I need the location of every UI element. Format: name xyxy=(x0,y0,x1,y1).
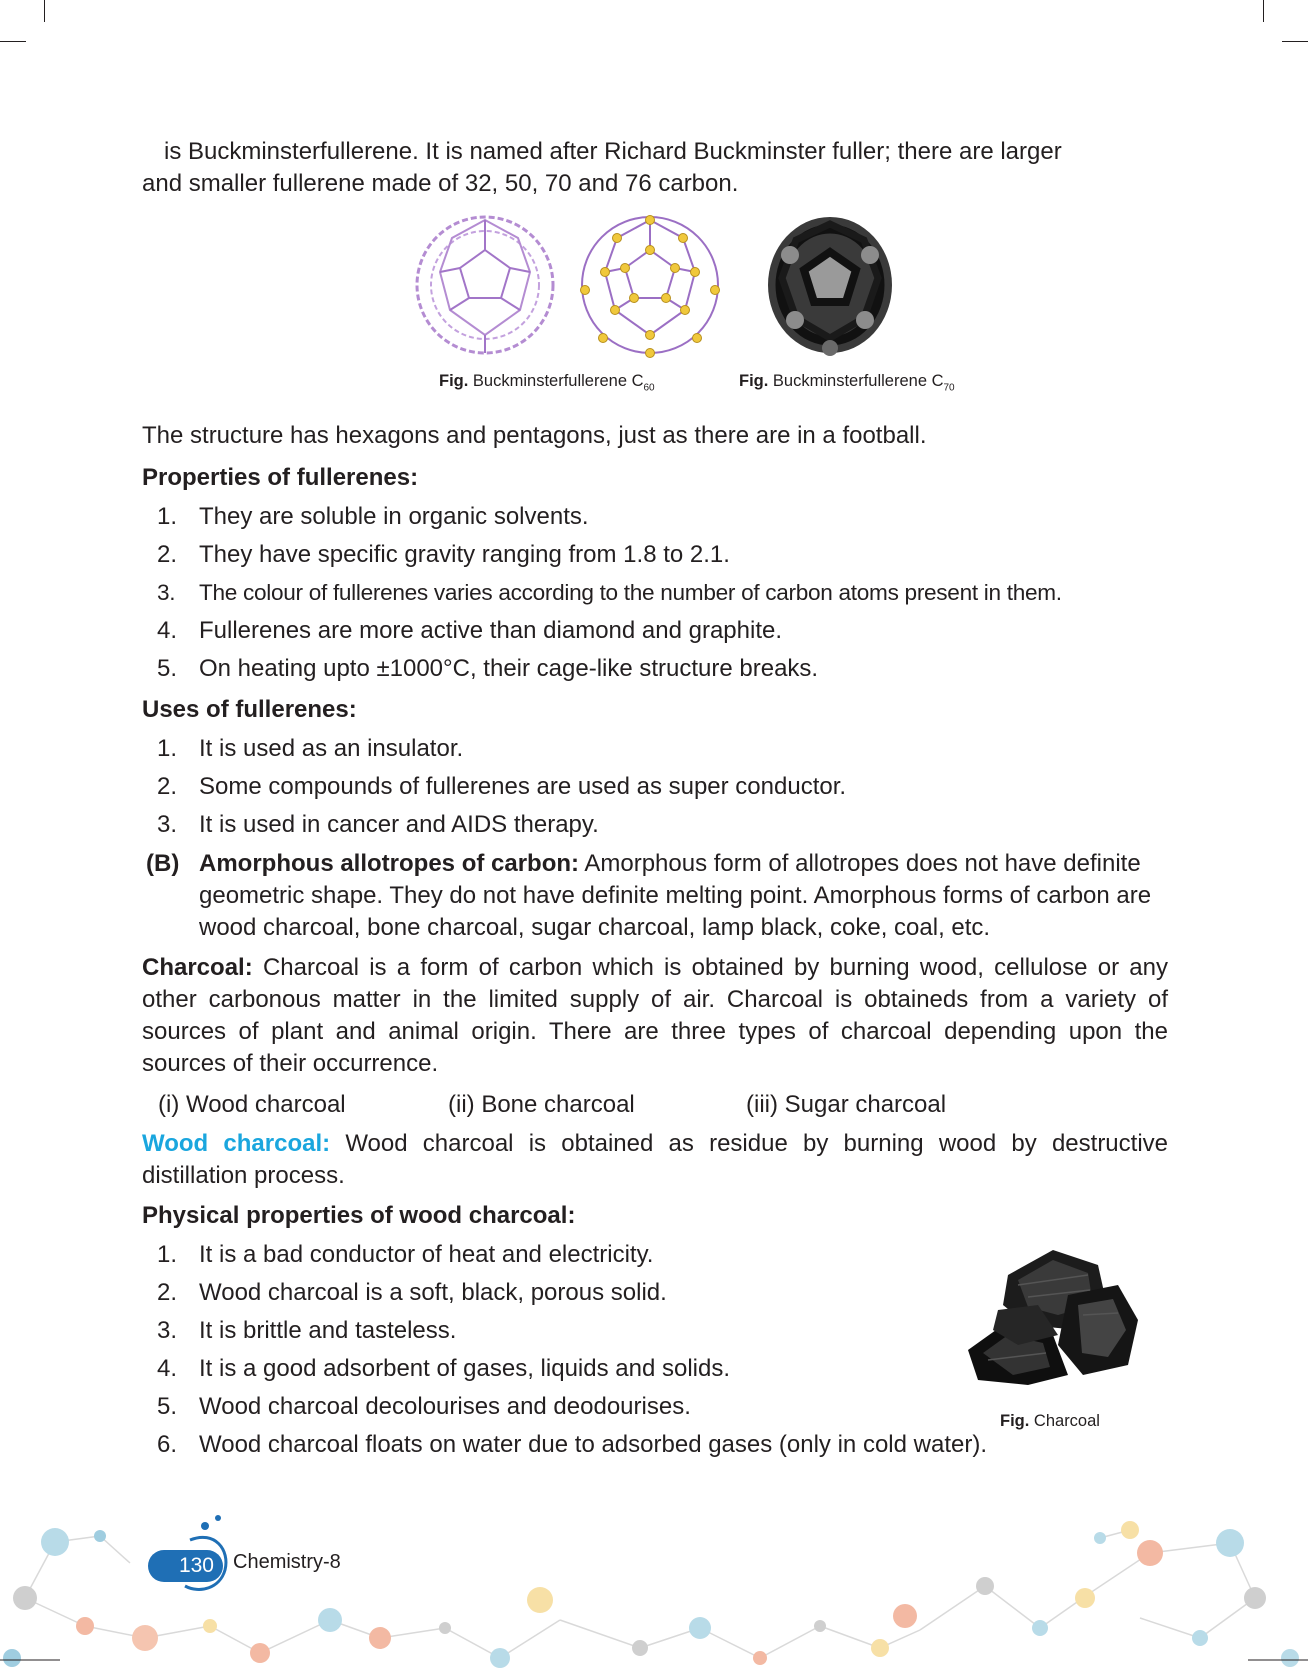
charcoal-paragraph xyxy=(142,952,1168,1080)
list-item-text: It is brittle and tasteless. xyxy=(199,1317,457,1344)
list-item-text: They are soluble in organic solvents. xyxy=(199,503,589,530)
c70-caption-text: Buckminsterfullerene C xyxy=(772,372,944,390)
list-item: 3. It is brittle and tasteless. xyxy=(157,1317,457,1344)
amorphous-section xyxy=(142,848,1168,944)
list-item-text: Wood charcoal floats on water due to adsorbed gases (only in cold water). xyxy=(199,1431,987,1458)
properties-list xyxy=(142,498,1168,688)
list-item: 5. On heating upto ±1000°C, their cage-like structure breaks. xyxy=(157,655,819,682)
c60-caption-text: Buckminsterfullerene C xyxy=(472,372,644,390)
amorphous-title: Amorphous allotropes of carbon: xyxy=(199,850,580,877)
list-item-text: It is a bad conductor of heat and electricity. xyxy=(199,1241,654,1268)
c70-model-image xyxy=(760,210,900,360)
amorphous-text: Amorphous form of allotropes does not have definite geometric shape. They do not have definite melting point. Amorphous forms of carbon are wood charcoal, bone charcoal, sugar charcoal, lamp black, coke, coal, etc. xyxy=(199,850,1152,941)
list-item-text: The colour of fullerenes varies according to the number of carbon atoms present in them. xyxy=(199,580,1062,605)
charcoal-type-wood: (i) Wood charcoal xyxy=(158,1091,346,1118)
page-number: 130 xyxy=(178,1554,214,1577)
list-item-text: Wood charcoal decolourises and deodourises. xyxy=(199,1393,691,1420)
charcoal-types xyxy=(142,1086,1168,1124)
uses-list xyxy=(142,730,1168,844)
book-title: Chemistry-8 xyxy=(233,1551,341,1573)
crop-mark xyxy=(1282,41,1308,42)
molecule-footer-decoration xyxy=(0,1508,1308,1668)
list-item-text: Wood charcoal is a soft, black, porous solid. xyxy=(199,1279,667,1306)
c70-caption-sub: 70 xyxy=(943,382,955,394)
crop-mark xyxy=(44,0,45,22)
list-item-text: It is a good adsorbent of gases, liquids and solids. xyxy=(199,1355,730,1382)
list-item-text: They have specific gravity ranging from 1.8 to 2.1. xyxy=(199,541,730,568)
c60-caption xyxy=(439,372,655,393)
charcoal-text: Charcoal is a form of carbon which is obtained by burning wood, cellulose or any other carbonous matter in the limited supply of air. Charcoal is obtaineds from a variety of sources of plant and animal origin. There are three types of charcoal depending upon the sources of their occurrence. xyxy=(142,954,1168,1077)
charcoal-caption xyxy=(1000,1412,1100,1431)
list-item: 2. Some compounds of fullerenes are used as super conductor. xyxy=(157,773,847,800)
amorphous-marker: (B) xyxy=(146,850,180,877)
structure-text: The structure has hexagons and pentagons, just as there are in a football. xyxy=(142,422,927,449)
c60-caption-label: Fig. xyxy=(439,372,469,390)
list-item: 3. It is used in cancer and AIDS therapy. xyxy=(157,811,599,838)
list-item-text: It is used as an insulator. xyxy=(199,735,464,762)
c70-caption-label: Fig. xyxy=(739,372,769,390)
list-item: 4. Fullerenes are more active than diamond and graphite. xyxy=(157,617,783,644)
list-item-text: On heating upto ±1000°C, their cage-like structure breaks. xyxy=(199,655,819,682)
fullerene-figures xyxy=(142,210,1168,410)
list-item: 6. Wood charcoal floats on water due to adsorbed gases (only in cold water). xyxy=(157,1431,987,1458)
crop-mark xyxy=(1263,0,1264,22)
properties-heading: Properties of fullerenes: xyxy=(142,464,419,491)
charcoal-type-sugar: (iii) Sugar charcoal xyxy=(746,1091,947,1118)
charcoal-title: Charcoal: xyxy=(142,954,253,981)
c60-wireframe-image xyxy=(410,210,560,360)
wood-charcoal-paragraph xyxy=(142,1128,1168,1192)
c60-caption-sub: 60 xyxy=(643,382,655,394)
intro-line-2: and smaller fullerene made of 32, 50, 70 and 76 carbon. xyxy=(142,170,739,197)
c60-ball-stick-image xyxy=(575,210,725,360)
charcoal-caption-label: Fig. xyxy=(1000,1412,1030,1430)
list-item-text: It is used in cancer and AIDS therapy. xyxy=(199,811,599,838)
charcoal-image xyxy=(958,1235,1148,1395)
uses-heading: Uses of fullerenes: xyxy=(142,696,357,723)
list-item-text: Some compounds of fullerenes are used as super conductor. xyxy=(199,773,847,800)
physical-heading: Physical properties of wood charcoal: xyxy=(142,1202,576,1229)
list-item: 1. It is used as an insulator. xyxy=(157,735,464,762)
c70-caption xyxy=(739,372,955,393)
list-item: 1. It is a bad conductor of heat and electricity. xyxy=(157,1241,654,1268)
wood-charcoal-text: Wood charcoal is obtained as residue by burning wood by destructive distillation process. xyxy=(142,1130,1168,1189)
list-item: 1. They are soluble in organic solvents. xyxy=(157,503,589,530)
intro-line-1: is Buckminsterfullerene. It is named after Richard Buckminster fuller; there are larger xyxy=(164,138,1062,165)
list-item-text: Fullerenes are more active than diamond and graphite. xyxy=(199,617,783,644)
wood-charcoal-title: Wood charcoal: xyxy=(142,1130,331,1157)
list-item: 5. Wood charcoal decolourises and deodourises. xyxy=(157,1393,691,1420)
list-item: 3. The colour of fullerenes varies according to the number of carbon atoms present in them. xyxy=(157,580,1062,605)
charcoal-caption-text: Charcoal xyxy=(1033,1412,1100,1430)
list-item: 2. Wood charcoal is a soft, black, porous solid. xyxy=(157,1279,667,1306)
list-item: 4. It is a good adsorbent of gases, liquids and solids. xyxy=(157,1355,730,1382)
page-number-badge xyxy=(148,1550,223,1582)
charcoal-type-bone: (ii) Bone charcoal xyxy=(448,1091,635,1118)
crop-mark xyxy=(0,41,26,42)
list-item: 2. They have specific gravity ranging from 1.8 to 2.1. xyxy=(157,541,730,568)
